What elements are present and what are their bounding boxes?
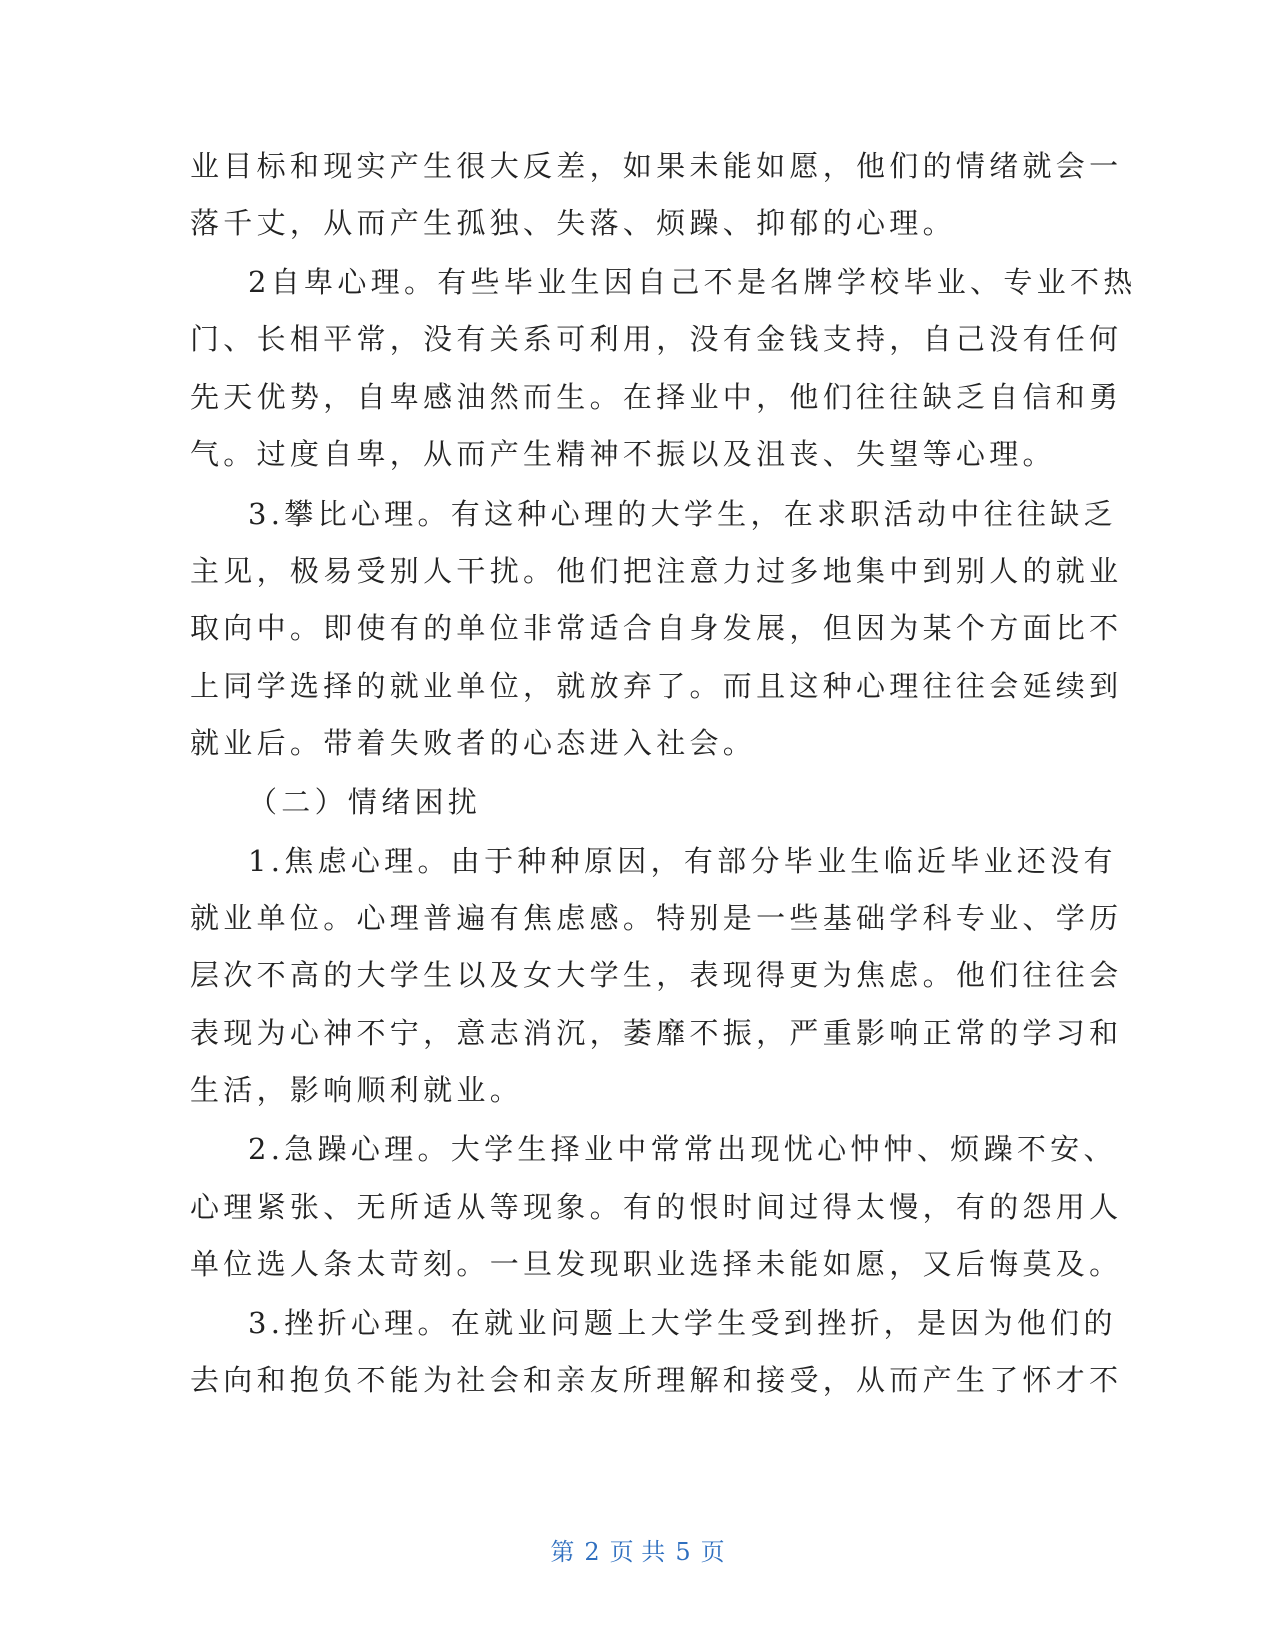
footer-current-page: 2 <box>584 1538 600 1566</box>
paragraph-line: 上同学选择的就业单位，就放弃了。而且这种心理往往会延续到 <box>190 669 1123 703</box>
paragraph-line: 层次不高的大学生以及女大学生，表现得更为焦虑。他们往往会 <box>190 958 1123 992</box>
paragraph-line: 主见，极易受别人干扰。他们把注意力过多地集中到别人的就业 <box>190 554 1123 588</box>
paragraph-line: 单位选人条太苛刻。一旦发现职业选择未能如愿，又后悔莫及。 <box>190 1247 1123 1281</box>
paragraph-line: 2.急躁心理。大学生择业中常常出现忧心忡忡、烦躁不安、 <box>248 1132 1117 1166</box>
paragraph-line: 取向中。即使有的单位非常适合自身发展，但因为某个方面比不 <box>190 611 1123 645</box>
footer-suffix: 页 <box>700 1538 725 1566</box>
paragraph-line: 3.挫折心理。在就业问题上大学生受到挫折，是因为他们的 <box>248 1306 1117 1340</box>
paragraph-line: 去向和抱负不能为社会和亲友所理解和接受，从而产生了怀才不 <box>190 1363 1123 1397</box>
paragraph-line: 1.焦虑心理。由于种种原因，有部分毕业生临近毕业还没有 <box>248 844 1117 878</box>
paragraph-line: 表现为心神不宁，意志消沉，萎靡不振，严重影响正常的学习和 <box>190 1016 1123 1050</box>
paragraph-line: 2自卑心理。有些毕业生因自己不是名牌学校毕业、专业不热 <box>248 265 1137 299</box>
paragraph-line: 气。过度自卑，从而产生精神不振以及沮丧、失望等心理。 <box>190 437 1056 471</box>
paragraph-line: 心理紧张、无所适从等现象。有的恨时间过得太慢，有的怨用人 <box>190 1190 1123 1224</box>
page-footer <box>0 1532 1275 1572</box>
paragraph-line: 落千丈，从而产生孤独、失落、烦躁、抑郁的心理。 <box>190 206 956 240</box>
section-heading: （二）情绪困扰 <box>248 785 482 819</box>
paragraph-line: 业目标和现实产生很大反差，如果未能如愿，他们的情绪就会一 <box>190 149 1123 183</box>
footer-total-pages: 5 <box>675 1538 691 1566</box>
paragraph-line: 就业单位。心理普遍有焦虑感。特别是一些基础学科专业、学历 <box>190 901 1123 935</box>
footer-prefix: 第 <box>550 1538 575 1566</box>
paragraph-line: 3.攀比心理。有这种心理的大学生，在求职活动中往往缺乏 <box>248 497 1117 531</box>
paragraph-line: 门、长相平常，没有关系可利用，没有金钱支持，自己没有任何 <box>190 322 1123 356</box>
paragraph-line: 生活，影响顺利就业。 <box>190 1073 524 1107</box>
paragraph-line: 先天优势，自卑感油然而生。在择业中，他们往往缺乏自信和勇 <box>190 380 1123 414</box>
paragraph-line: 就业后。带着失败者的心态进入社会。 <box>190 726 757 760</box>
footer-middle: 页 共 <box>609 1538 666 1566</box>
